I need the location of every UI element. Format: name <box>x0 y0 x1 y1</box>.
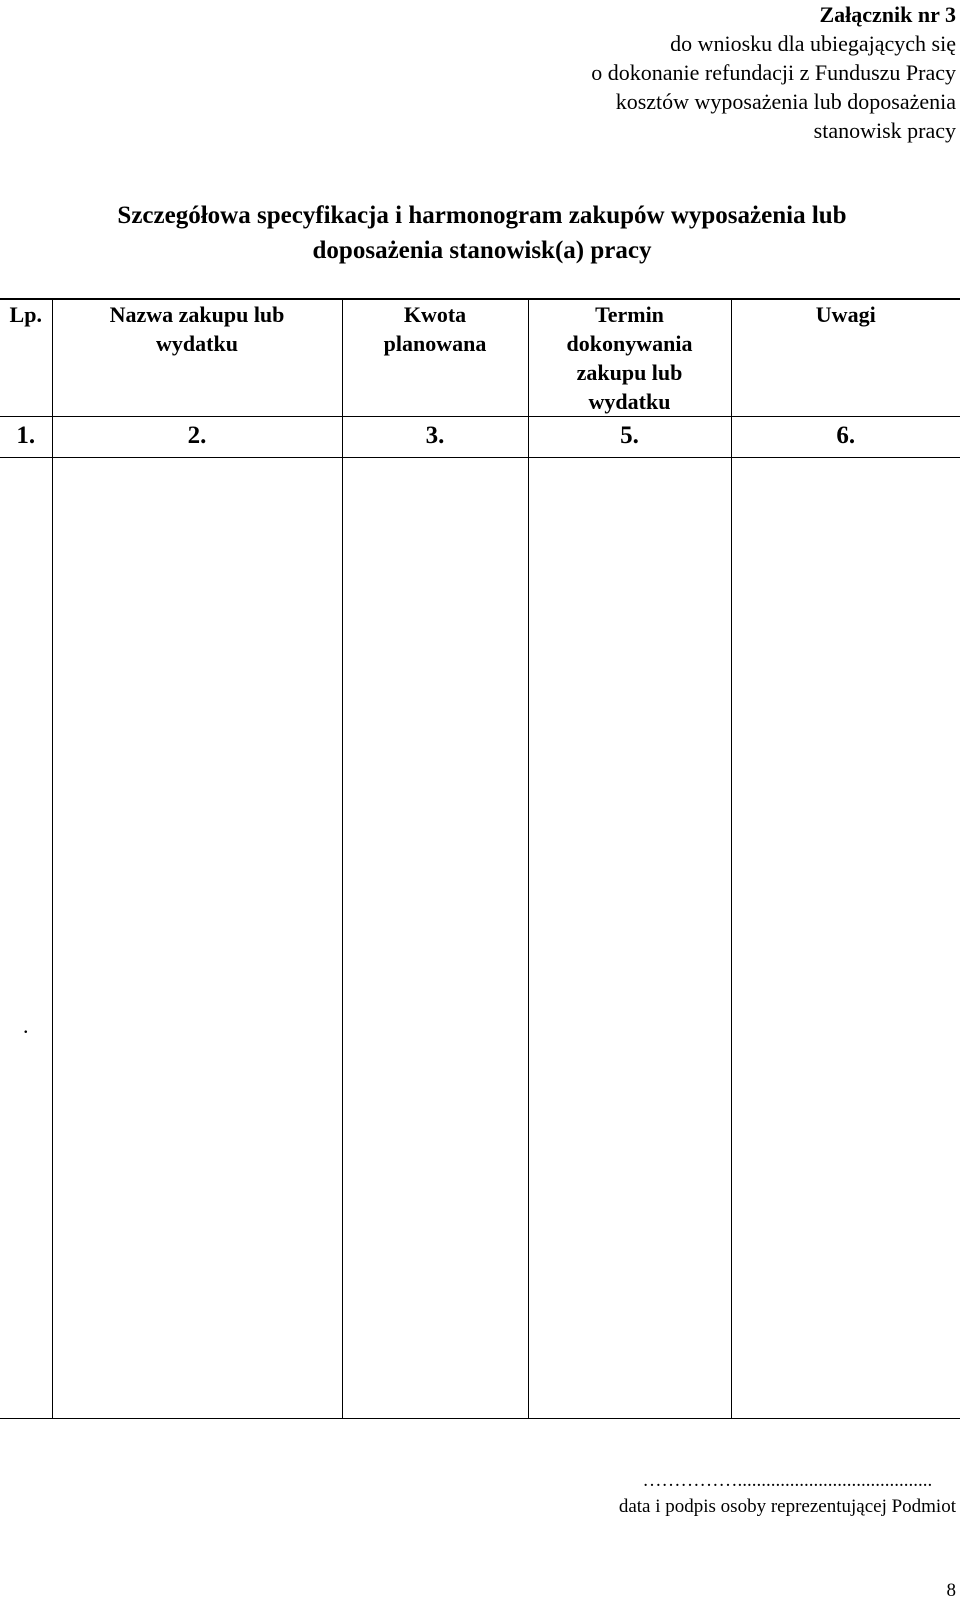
column-number-1: 1. <box>0 417 52 458</box>
cell-remarks[interactable] <box>731 458 960 1419</box>
column-number-5: 5. <box>528 417 731 458</box>
annex-line-4: stanowisk pracy <box>813 118 956 143</box>
column-header-name <box>52 299 342 417</box>
table-number-row <box>0 417 960 458</box>
column-header-date-text: Termin dokonywania zakupu lub wydatku <box>566 302 693 414</box>
document-title <box>0 198 960 268</box>
document-title-line-1: Szczegółowa specyfikacja i harmonogram zakupów wyposażenia lub <box>117 202 847 229</box>
column-number-2: 2. <box>52 417 342 458</box>
cell-lp[interactable] <box>0 458 52 1419</box>
signature-caption: data i podpis osoby reprezentującej Podmiot <box>618 1496 956 1517</box>
page-number: 8 <box>946 1580 956 1601</box>
column-header-date <box>528 299 731 417</box>
annex-header <box>591 0 956 145</box>
specification-table <box>0 298 960 1419</box>
annex-label: Załącznik nr 3 <box>819 2 956 27</box>
column-header-name-text: Nazwa zakupu lub wydatku <box>109 302 285 356</box>
cell-name[interactable] <box>52 458 342 1419</box>
signature-dots: ……………......................................... <box>642 1470 933 1491</box>
column-number-3: 3. <box>342 417 528 458</box>
cell-lp-dot: . <box>23 1013 29 1038</box>
column-header-lp: Lp. <box>0 299 52 417</box>
column-header-remarks: Uwagi <box>731 299 960 417</box>
signature-block <box>619 1468 956 1520</box>
document-title-line-2: doposażenia stanowisk(a) pracy <box>312 237 652 264</box>
table-body-row <box>0 458 960 1419</box>
column-header-amount <box>342 299 528 417</box>
cell-amount[interactable] <box>342 458 528 1419</box>
column-header-amount-text: Kwota planowana <box>383 302 487 356</box>
table-header-row <box>0 299 960 417</box>
column-number-6: 6. <box>731 417 960 458</box>
annex-line-3: kosztów wyposażenia lub doposażenia <box>615 89 956 114</box>
annex-line-2: o dokonanie refundacji z Funduszu Pracy <box>591 60 956 85</box>
cell-date[interactable] <box>528 458 731 1419</box>
annex-line-1: do wniosku dla ubiegających się <box>670 31 956 56</box>
